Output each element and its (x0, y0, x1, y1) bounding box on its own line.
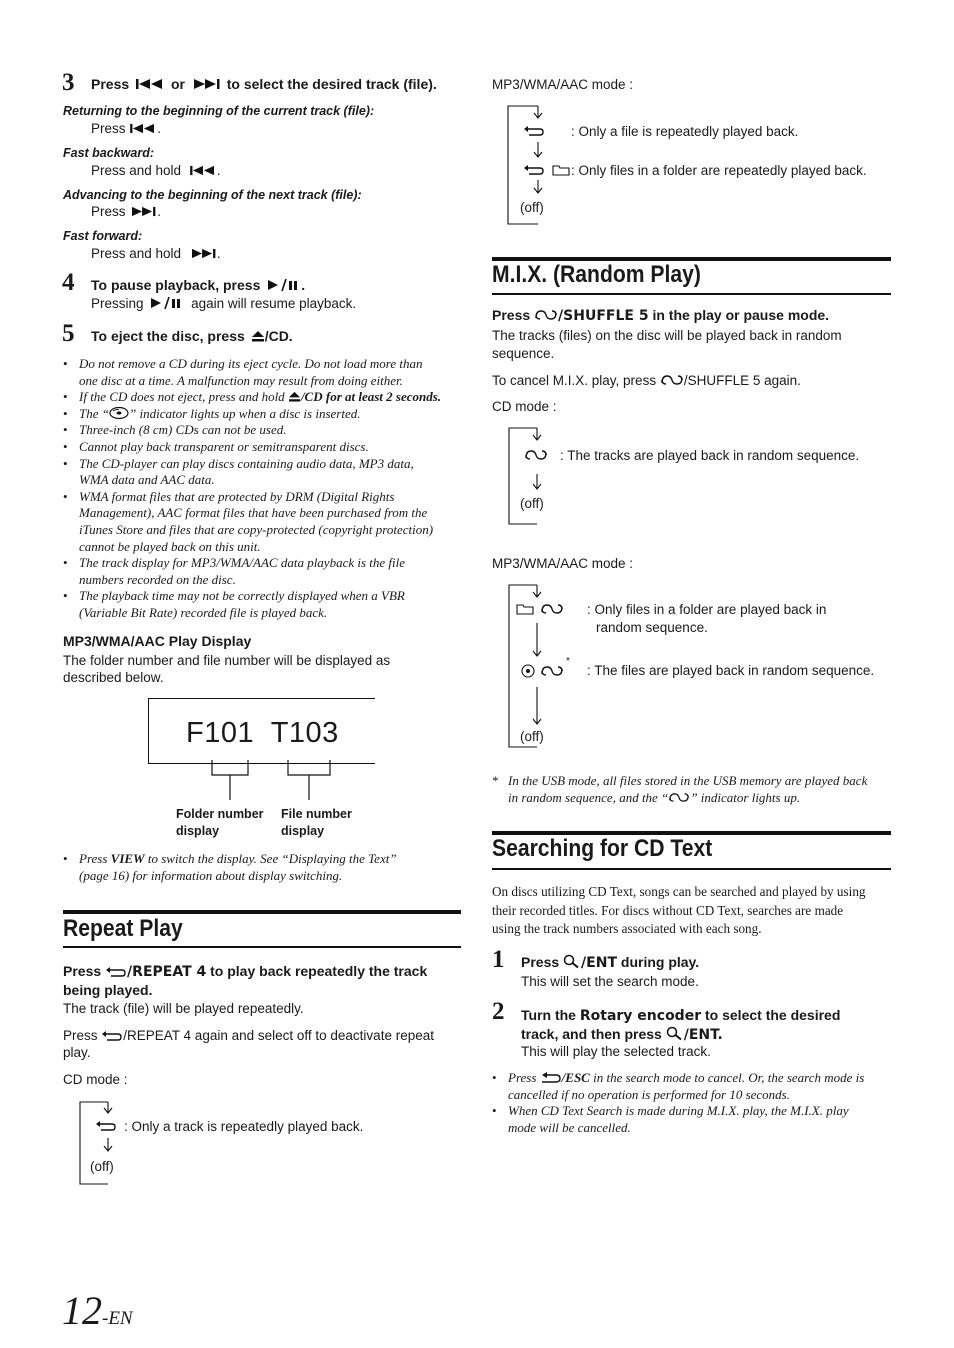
advancing-heading: Advancing to the beginning of the next track (file): (63, 188, 362, 202)
note-item: • The “ ” indicator lights up when a disc is inserted. (63, 406, 463, 423)
fast-forward-heading: Fast forward: (63, 229, 143, 243)
note-item: • Press VIEW to switch the display. See “Displaying the Text” (page 16) for information about display switching. (63, 851, 463, 884)
search-notes (492, 1070, 892, 1136)
fast-backward-heading: Fast backward: (63, 146, 155, 160)
note-item: • Cannot play back transparent or semitransparent discs. (63, 439, 463, 456)
step-3-text (91, 76, 437, 92)
fast-backward-press: Press and hold (91, 163, 182, 178)
mix-mp3-desc-2: : The files are played back in random sequence. (587, 663, 875, 678)
mix-mp3-off: (off) (520, 729, 544, 744)
play-pause-icon (150, 297, 184, 309)
step-4-sub-pre: Pressing (91, 296, 144, 311)
mix-cancel: To cancel M.I.X. play, press /SHUFFLE 5 again. (492, 373, 801, 388)
asterisk-mark: * (566, 656, 570, 667)
section-rule-bottom (63, 946, 461, 948)
eject-icon (288, 391, 301, 402)
returning-press: Press (91, 121, 126, 136)
repeat-icon (523, 165, 545, 175)
folder-number-label: Folder number display (176, 807, 264, 838)
step-4-number: 4 (62, 269, 75, 296)
note-item: • If the CD does not eject, press and hold /CD for at least 2 seconds. (63, 389, 463, 406)
section-rule-bottom (492, 293, 891, 295)
shuffle-icon (534, 309, 558, 321)
mix-desc-2: sequence. (492, 346, 555, 361)
note-item: • When CD Text Search is made during M.I.X. play, the M.I.X. play mode will be cancelled. (492, 1103, 892, 1136)
advancing-text: Press . (91, 204, 162, 219)
file-number-label: File number display (281, 807, 352, 838)
footnote-asterisk: * (492, 773, 499, 788)
mix-desc-1: The tracks (files) on the disc will be played back in random (492, 328, 842, 343)
section-rule-top (63, 910, 461, 914)
next-track-icon (129, 206, 157, 217)
returning-heading: Returning to the beginning of the current track (file): (63, 104, 375, 118)
note-item: • Press /ESC in the search mode to cancel. Or, the search mode is cancelled if no operation is performed for 10 seconds. (492, 1070, 892, 1103)
step-4-label: To pause playback, press (91, 277, 261, 293)
step-5-cd: /CD. (264, 328, 293, 344)
shuffle-icon (524, 449, 548, 461)
repeat-icon (523, 126, 545, 136)
step-3-or: or (170, 76, 185, 92)
shuffle-icon (540, 603, 564, 615)
play-display-title: MP3/WMA/AAC Play Display (63, 633, 252, 649)
shuffle-icon (660, 374, 684, 386)
section-rule-bottom (492, 868, 891, 870)
prev-track-icon (136, 78, 164, 90)
search-icon (666, 1026, 684, 1040)
page-number: 12-EN (62, 1288, 133, 1333)
note-item: • The CD-player can play discs containing audio data, MP3 data, WMA data and AAC data. (63, 456, 463, 489)
advancing-press: Press (91, 204, 126, 219)
mp3-repeat-mode: MP3/WMA/AAC mode : (492, 77, 634, 92)
repeat-instruction: Press /REPEAT 4 to play back repeatedly the track being played. (63, 963, 428, 998)
mix-footnote: In the USB mode, all files stored in the USB memory are played back in random sequence, and the “ ” indicator lights up. (508, 773, 868, 805)
play-pause-icon (267, 279, 301, 291)
play-display-desc-1: The folder number and file number will be displayed as (63, 653, 391, 668)
repeat-cd-mode: CD mode : (63, 1072, 128, 1087)
mix-cd-desc: : The tracks are played back in random sequence. (560, 448, 860, 463)
return-icon (540, 1072, 562, 1083)
folder-icon (552, 164, 570, 176)
mix-mp3-mode: MP3/WMA/AAC mode : (492, 556, 634, 571)
mp3-repeat-desc-1: : Only a file is repeatedly played back. (571, 124, 799, 139)
play-display-desc-2: described below. (63, 670, 164, 685)
note-item: • The playback time may not be correctly displayed when a VBR (Variable Bit Rate) recorded file is played back. (63, 588, 463, 621)
disc-icon (109, 407, 129, 419)
mix-cd-off: (off) (520, 496, 544, 511)
note-item: • Three-inch (8 cm) CDs can not be used. (63, 422, 463, 439)
repeat-icon (105, 967, 127, 977)
lcd-display-text: F101 T103 (186, 717, 339, 749)
display-note (63, 851, 463, 884)
note-item: • The track display for MP3/WMA/AAC data playback is the file numbers recorded on the disc. (63, 555, 463, 588)
fast-forward-press: Press and hold (91, 246, 182, 261)
folder-icon (516, 603, 534, 615)
step-4-sub-post: again will resume playback. (191, 296, 357, 311)
search-icon (563, 954, 581, 968)
eject-icon (251, 330, 265, 342)
step-3-post: to select the desired track (file). (226, 76, 437, 92)
note-item: • WMA format files that are protected by DRM (Digital Rights Management), AAC format files that have been purchased from the iTunes Store and files that are copy-protected (copyright protection) cannot be played back on this unit. (63, 489, 463, 555)
step-3-pre: Press (91, 76, 130, 92)
mix-cd-mode: CD mode : (492, 399, 557, 414)
mix-mp3-desc-1b: random sequence. (596, 620, 708, 635)
next-track-icon (192, 78, 220, 90)
search-step-2-sub: This will play the selected track. (521, 1044, 711, 1059)
repeat-cd-desc: : Only a track is repeatedly played back. (124, 1119, 364, 1134)
mix-instruction: Press /SHUFFLE 5 in the play or pause mode. (492, 307, 830, 324)
mp3-repeat-desc-2: : Only files in a folder are repeatedly played back. (571, 163, 867, 178)
mix-title: M.I.X. (Random Play) (492, 261, 701, 288)
step-3-number: 3 (62, 69, 75, 96)
step-5-text (91, 328, 293, 344)
search-step-1-number: 1 (492, 946, 505, 973)
next-track-icon (189, 248, 217, 259)
step-4-text: To pause playback, press . (91, 277, 306, 293)
search-step-1-sub: This will set the search mode. (521, 974, 699, 989)
repeat-icon (101, 1031, 123, 1041)
step-5-label: To eject the disc, press (91, 328, 245, 344)
step-5-number: 5 (62, 320, 75, 347)
search-intro: On discs utilizing CD Text, songs can be searched and played by using their recorded titles. For discs without CD Text, searches are made using the track numbers associated with each song. (492, 884, 866, 936)
fast-forward-text: Press and hold . (91, 246, 221, 261)
repeat-desc: The track (file) will be played repeatedly. (63, 1001, 304, 1016)
note-item: • Do not remove a CD during its eject cycle. Do not load more than one disc at a time. A malfunction may result from doing either. (63, 356, 463, 389)
display-callout-brackets (200, 760, 340, 800)
notes-list (63, 356, 463, 622)
step-4-sub (91, 295, 356, 312)
repeat-cancel: Press /REPEAT 4 again and select off to deactivate repeat play. (63, 1028, 434, 1060)
search-step-2-number: 2 (492, 998, 505, 1025)
all-disc-icon (521, 664, 535, 678)
search-step-1: Press /ENT during play. (521, 954, 700, 971)
prev-track-icon (189, 165, 217, 176)
repeat-icon (95, 1121, 117, 1131)
fast-backward-text: Press and hold . (91, 163, 221, 178)
repeat-cd-off: (off) (90, 1159, 114, 1174)
search-step-2: Turn the Rotary encoder to select the desired track, and then press /ENT. (521, 1007, 841, 1043)
mp3-repeat-off: (off) (520, 200, 544, 215)
mix-mp3-desc-1a: : Only files in a folder are played back in (587, 602, 827, 617)
returning-text: Press . (91, 121, 162, 136)
shuffle-icon (668, 792, 690, 803)
shuffle-icon (540, 665, 564, 677)
search-title: Searching for CD Text (492, 835, 713, 862)
repeat-play-title: Repeat Play (63, 915, 183, 942)
prev-track-icon (129, 123, 157, 134)
